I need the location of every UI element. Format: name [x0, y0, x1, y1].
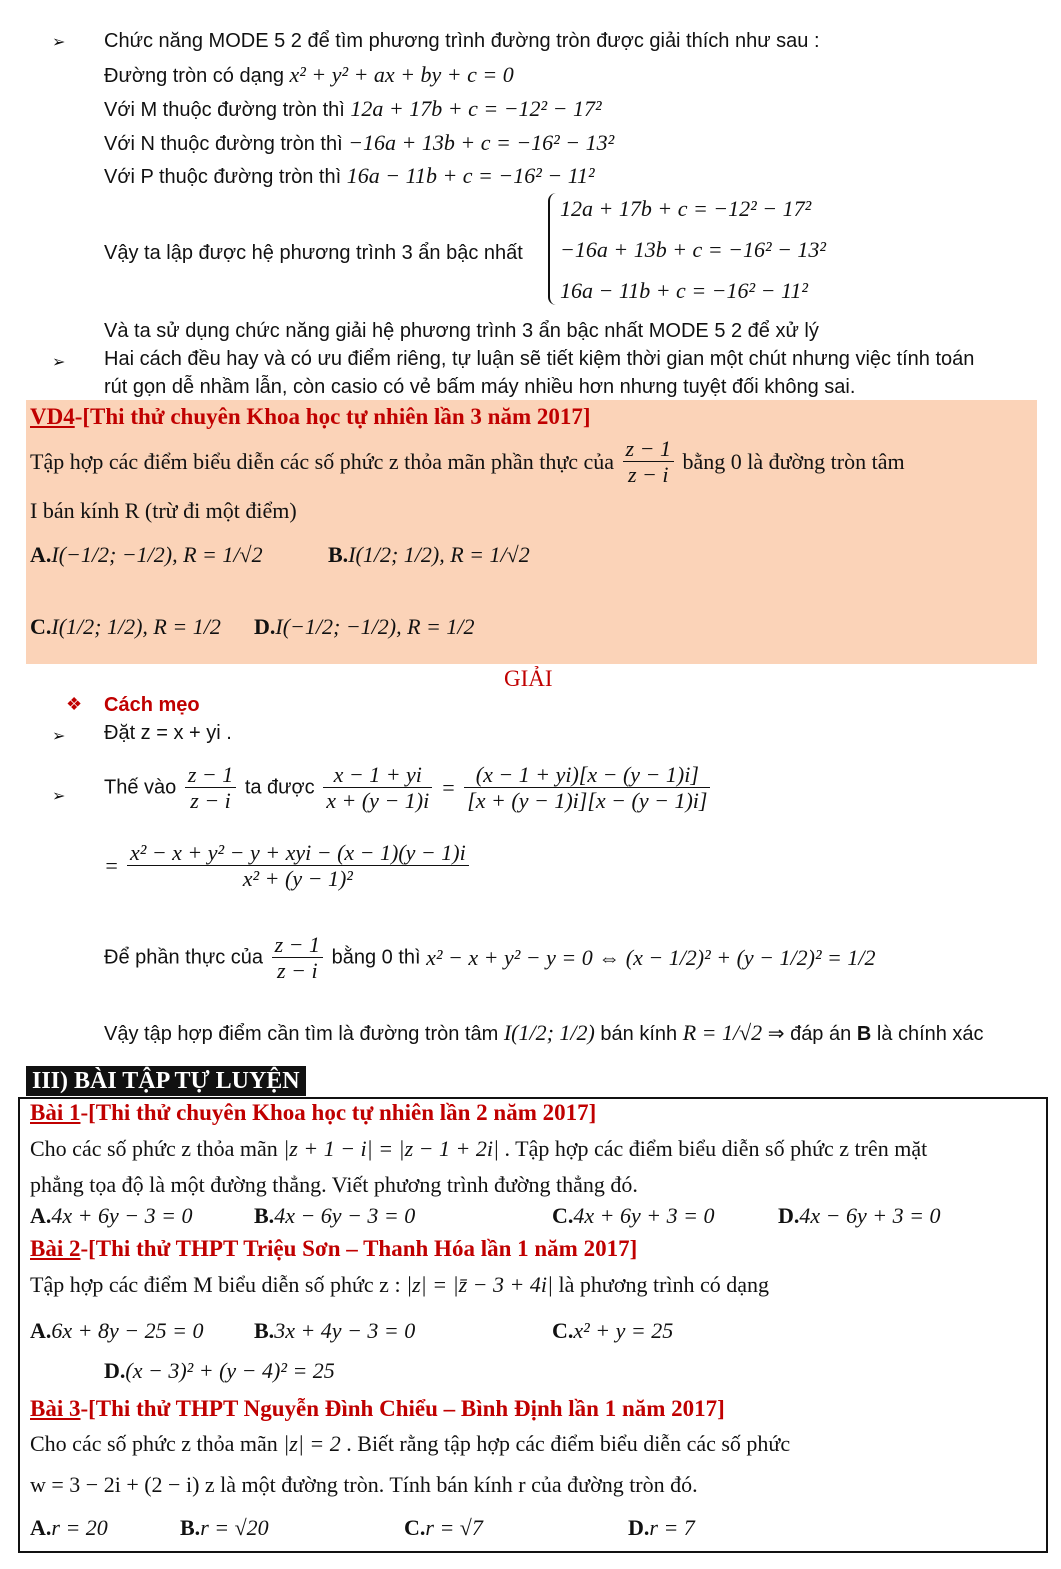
step4-frac: $\frac{z - 1}{z - i}$ [272, 932, 323, 984]
bai3-question-line2: w = 3 − 2i + (2 − i) z là một đường tròn. Tính bán kính r của đường tròn đó. [30, 1472, 698, 1497]
with-N-line: Với N thuộc đường tròn thì −16a + 13b + c = −16² − 13² [104, 130, 615, 155]
solution-heading: GIẢI [504, 666, 553, 691]
bai3-option-b: B.r = √20 [180, 1515, 269, 1540]
vd4-question-line2: I bán kính R (trừ đi một điểm) [30, 498, 297, 523]
intro-bullet2-line2: rút gọn dễ nhầm lẫn, còn casio có vẻ bấm máy nhiều hơn nhưng tuyệt đối không sai. [104, 376, 856, 398]
step1: Đặt z = x + yi . [104, 722, 232, 744]
system-eq-2: −16a + 13b + c = −16² − 13² [560, 237, 827, 262]
step3: = $\frac{\text{x² − x + y² − y + xyi − (x − 1)(y − 1)i}}{\text{x² + (y − 1)²}}$ [104, 840, 472, 892]
bai1-option-b: B.4x − 6y − 3 = 0 [254, 1203, 416, 1228]
bai2-option-c: C.x² + y = 25 [552, 1318, 674, 1343]
intro-bullet1: Chức năng MODE 5 2 để tìm phương trình đường tròn được giải thích như sau : [104, 30, 820, 52]
with-P-eq: 16a − 11b + c = −16² − 11² [346, 163, 595, 188]
system-label: Vậy ta lập được hệ phương trình 3 ẩn bậc nhất [104, 242, 523, 264]
vd4-option-a: A.I(−1/2; −1/2), R = 1/√2 [30, 542, 263, 567]
section-heading-exercises: III) BÀI TẬP TỰ LUYỆN [26, 1066, 306, 1096]
bai1-option-a: A.4x + 6y − 3 = 0 [30, 1203, 193, 1228]
arrow-bullet-icon: ➢ [52, 786, 66, 805]
step3-frac: $\frac{\text{x² − x + y² − y + xyi − (x − 1)(y − 1)i}}{\text{x² + (y − 1)²}}$ [127, 840, 469, 892]
bai1-question-line2: phẳng tọa độ là một đường thẳng. Viết phương trình đường thẳng đó. [30, 1172, 638, 1197]
bai2-question: Tập hợp các điểm M biểu diễn số phức z : |z| = |z̄ − 3 + 4i| là phương trình có dạng [30, 1272, 770, 1297]
bai2-heading: Bài 2-[Thi thử THPT Triệu Sơn – Thanh Hóa lần 1 năm 2017] [30, 1236, 638, 1261]
vd4-heading: VD4-[Thi thử chuyên Khoa học tự nhiên lần 3 năm 2017] [30, 404, 591, 429]
diamond-bullet-icon: ❖ [66, 694, 83, 715]
vd4-option-d: D.I(−1/2; −1/2), R = 1/2 [254, 614, 475, 639]
mode-line: Và ta sử dụng chức năng giải hệ phương trình 3 ẩn bậc nhất MODE 5 2 để xử lý [104, 320, 819, 342]
vd4-fraction: $\frac{z - 1}{z - i}$ [623, 436, 674, 488]
step2-frac0: $\frac{z - 1}{z - i}$ [185, 762, 236, 814]
bai3-option-a: A.r = 20 [30, 1515, 108, 1540]
arrow-bullet-icon: ➢ [52, 32, 66, 51]
bai3-option-d: D.r = 7 [628, 1515, 695, 1540]
bai2-option-d: D.(x − 3)² + (y − 4)² = 25 [104, 1358, 335, 1383]
vd4-option-b: B.I(1/2; 1/2), R = 1/√2 [328, 542, 530, 567]
circle-form-line: Đường tròn có dạng x² + y² + ax + by + c = 0 [104, 62, 514, 87]
arrow-bullet-icon: ➢ [52, 352, 66, 371]
bai2-option-b: B.3x + 4y − 3 = 0 [254, 1318, 416, 1343]
intro-bullet2-line1: Hai cách đều hay và có ưu điểm riêng, tự luận sẽ tiết kiệm thời gian một chút nhưng việc tính toán [104, 348, 975, 370]
bai2-option-a: A.6x + 8y − 25 = 0 [30, 1318, 204, 1343]
arrow-bullet-icon: ➢ [52, 726, 66, 745]
with-P-line: Với P thuộc đường tròn thì 16a − 11b + c = −16² − 11² [104, 163, 595, 188]
vd4-option-c: C.I(1/2; 1/2), R = 1/2 [30, 614, 221, 639]
step4: Để phần thực của $\frac{z - 1}{z - i}$ bằng 0 thì x² − x + y² − y = 0 ⇔ (x − 1/2)² + (y − 1/2)² = 1/2 [104, 932, 876, 984]
bai1-option-d: D.4x − 6y + 3 = 0 [778, 1203, 941, 1228]
tip-label: Cách mẹo [104, 694, 200, 716]
bai1-question: Cho các số phức z thỏa mãn |z + 1 − i| = |z − 1 + 2i| . Tập hợp các điểm biểu diễn số phức z trên mặt [30, 1136, 928, 1161]
system-eq-3: 16a − 11b + c = −16² − 11² [560, 278, 808, 303]
bai3-option-c: C.r = √7 [404, 1515, 483, 1540]
step2-frac2: $\frac{(x - 1 + yi)[x - (y - 1)i]}{[x + (y - 1)i][x - (y - 1)i]}$ [464, 762, 710, 814]
bai1-option-c: C.4x + 6y + 3 = 0 [552, 1203, 715, 1228]
with-M-line: Với M thuộc đường tròn thì 12a + 17b + c = −12² − 17² [104, 96, 602, 121]
step2: Thế vào $\frac{z - 1}{z - i}$ ta được $\frac{x - 1 + yi}{x + (y - 1)i}$ = $\frac{(x - 1 + yi)[x - (y - 1)i]}{[x + (y - 1)i][x - (y - 1)i]}$ [104, 762, 713, 814]
vd4-question-line1: Tập hợp các điểm biểu diễn các số phức z thỏa mãn phần thực của $\frac{z - 1}{z - i}$ bằng 0 là đường tròn tâm [30, 436, 905, 488]
step5: Vậy tập hợp điểm cần tìm là đường tròn tâm I(1/2; 1/2) bán kính R = 1/√2 ⇒ đáp án B là chính xác [104, 1020, 984, 1045]
with-M-eq: 12a + 17b + c = −12² − 17² [350, 96, 602, 121]
with-N-eq: −16a + 13b + c = −16² − 13² [348, 130, 615, 155]
bai3-heading: Bài 3-[Thi thử THPT Nguyễn Đình Chiểu – Bình Định lần 1 năm 2017] [30, 1396, 725, 1421]
step2-frac1: $\frac{x - 1 + yi}{x + (y - 1)i}$ [323, 762, 432, 814]
bai3-question: Cho các số phức z thỏa mãn |z| = 2 . Biết rằng tập hợp các điểm biểu diễn các số phức [30, 1431, 791, 1456]
system-eq-1: 12a + 17b + c = −12² − 17² [560, 196, 812, 221]
bai1-heading: Bài 1-[Thi thử chuyên Khoa học tự nhiên lần 2 năm 2017] [30, 1100, 597, 1125]
circle-form-eq: x² + y² + ax + by + c = 0 [289, 62, 514, 87]
